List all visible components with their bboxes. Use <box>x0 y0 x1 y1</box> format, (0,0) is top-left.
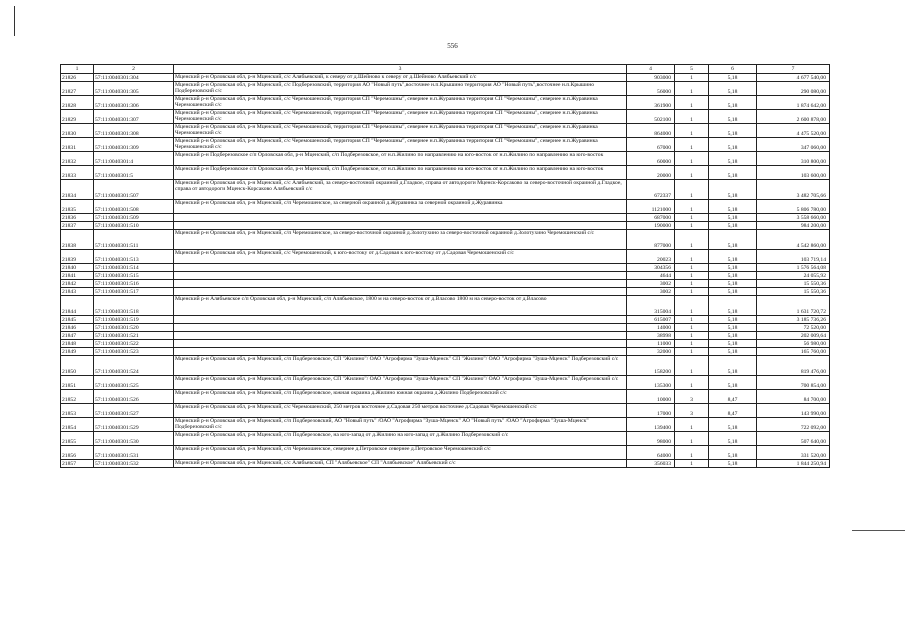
row-number-cell: 21826 <box>61 74 94 82</box>
area-cell: 10000 <box>627 390 675 404</box>
table-row <box>61 404 830 418</box>
specific-value-cell: 5,18 <box>709 332 757 340</box>
area-cell: 64000 <box>627 446 675 460</box>
cadastral-number-cell: 57:11:0040301:509 <box>94 214 174 222</box>
cadastral-number-cell: 57:11:0040301:516 <box>94 280 174 288</box>
cadastral-value-cell: 290 080,00 <box>757 82 830 96</box>
area-cell: 135300 <box>627 376 675 390</box>
cadastral-number-cell: 57:11:0040301:510 <box>94 222 174 230</box>
address-cell <box>174 222 627 230</box>
specific-value-cell: 5,18 <box>709 82 757 96</box>
table-row <box>61 250 830 264</box>
row-number-cell: 21837 <box>61 222 94 230</box>
specific-value-cell: 5,18 <box>709 296 757 316</box>
cadastral-number-cell: 57:11:0040301:306 <box>94 96 174 110</box>
group-cell: 1 <box>675 180 709 200</box>
cadastral-number-cell: 57:11:0040301:308 <box>94 124 174 138</box>
address-cell: Мценский р-н Орловская обл, р-н Мценский, с/п Подберезовское, южная окраина д.Жилино южная окраина д.Жилино Подберезовский с/с <box>174 390 627 404</box>
group-cell: 1 <box>675 340 709 348</box>
specific-value-cell: 5,18 <box>709 288 757 296</box>
group-cell: 1 <box>675 82 709 96</box>
column-number-header <box>61 65 830 74</box>
specific-value-cell: 5,18 <box>709 250 757 264</box>
cadastral-number-cell: 57:11:0040301:309 <box>94 138 174 152</box>
cadastral-number-cell: 57:11:0040301:511 <box>94 230 174 250</box>
cadastral-number-cell: 57:11:0040301:4 <box>94 152 174 166</box>
cadastral-value-cell: 15 550,36 <box>757 280 830 288</box>
area-cell: 1121000 <box>627 200 675 214</box>
cadastral-value-cell: 1 576 564,08 <box>757 264 830 272</box>
table-row <box>61 418 830 432</box>
table-row <box>61 446 830 460</box>
table-row <box>61 180 830 200</box>
table-row <box>61 264 830 272</box>
group-cell: 1 <box>675 332 709 340</box>
area-cell: 32000 <box>627 348 675 356</box>
column-header: 4 <box>627 65 675 74</box>
group-cell: 3 <box>675 390 709 404</box>
address-cell: Мценский р-н Алябьевское с/п Орловская обл, р-н Мценский, с/п Алябьевское, 1800 м на северо-восток от д.Власово 1800 м на северо-восток от д.Власово <box>174 296 627 316</box>
area-cell: 98000 <box>627 432 675 446</box>
specific-value-cell: 5,18 <box>709 74 757 82</box>
specific-value-cell: 5,18 <box>709 272 757 280</box>
specific-value-cell: 5,18 <box>709 214 757 222</box>
cadastral-value-cell: 4 542 860,00 <box>757 230 830 250</box>
specific-value-cell: 8,47 <box>709 404 757 418</box>
cadastral-value-cell: 165 760,00 <box>757 348 830 356</box>
specific-value-cell: 5,18 <box>709 446 757 460</box>
specific-value-cell: 5,18 <box>709 418 757 432</box>
address-cell: Мценский р-н Орловская обл, р-н Мценский, с/п Черемошенское, за северо-восточной окраиной д.Золотухино за северо-восточной окраиной д.Золотухино Черемошенский с/с <box>174 230 627 250</box>
specific-value-cell: 5,18 <box>709 376 757 390</box>
table-row <box>61 390 830 404</box>
area-cell: 139400 <box>627 418 675 432</box>
row-number-cell: 21840 <box>61 264 94 272</box>
address-cell: Мценский р-н Орловская обл, р-н Мценский, с/с Черемошенский, территория СП "Черемошны", севернее н.п.Журавинка территория СП "Черемошны", севернее н.п.Журавинка Черемошенский с/с <box>174 124 627 138</box>
cadastral-value-cell: 3 185 736,26 <box>757 316 830 324</box>
table-row <box>61 340 830 348</box>
group-cell: 1 <box>675 222 709 230</box>
area-cell: 315004 <box>627 296 675 316</box>
address-cell <box>174 332 627 340</box>
group-cell: 1 <box>675 288 709 296</box>
group-cell: 1 <box>675 166 709 180</box>
cadastral-value-cell: 700 854,00 <box>757 376 830 390</box>
cadastral-number-cell: 57:11:0040301:508 <box>94 200 174 214</box>
row-number-cell: 21852 <box>61 390 94 404</box>
group-cell: 1 <box>675 152 709 166</box>
column-header: 6 <box>709 65 757 74</box>
row-number-cell: 21849 <box>61 348 94 356</box>
area-cell: 304356 <box>627 264 675 272</box>
cadastral-number-cell: 57:11:0040301:523 <box>94 348 174 356</box>
row-number-cell: 21844 <box>61 296 94 316</box>
group-cell: 1 <box>675 230 709 250</box>
cadastral-value-cell: 1 844 250,94 <box>757 460 830 468</box>
specific-value-cell: 5,18 <box>709 180 757 200</box>
address-cell: Мценский р-н Орловская обл, р-н Мценский, с/с Черемошенский, к юго-востоку от д.Садовая к юго-востоку от д.Садовая Черемошенский с/с <box>174 250 627 264</box>
table-row <box>61 288 830 296</box>
row-number-cell: 21847 <box>61 332 94 340</box>
row-number-cell: 21851 <box>61 376 94 390</box>
area-cell: 60000 <box>627 152 675 166</box>
cadastral-value-cell: 4 677 540,00 <box>757 74 830 82</box>
address-cell <box>174 264 627 272</box>
specific-value-cell: 5,18 <box>709 460 757 468</box>
table-row <box>61 110 830 124</box>
specific-value-cell: 5,18 <box>709 138 757 152</box>
row-number-cell: 21827 <box>61 82 94 96</box>
table-row <box>61 138 830 152</box>
cadastral-number-cell: 57:11:0040301:305 <box>94 82 174 96</box>
table-row <box>61 324 830 332</box>
row-number-cell: 21832 <box>61 152 94 166</box>
cadastral-value-cell: 984 200,00 <box>757 222 830 230</box>
specific-value-cell: 5,18 <box>709 166 757 180</box>
address-cell: Мценский р-н Орловская обл, р-н Мценский, с/п Подберезовское, СП "Жилино"/ ОАО "Агрофирма "Зуша-Мценск" СП "Жилино"/ ОАО "Агрофирма "Зуша-Мценск" Подберезовский с/с <box>174 376 627 390</box>
row-number-cell: 21834 <box>61 180 94 200</box>
table-row <box>61 214 830 222</box>
row-number-cell: 21833 <box>61 166 94 180</box>
address-cell: Мценский р-н Подберезовское с/п Орловская обл, р-н Мценский, с/п Подберезовское, от н.п.Жилино по направлению на юго-восток от н.п.Жилино по направлению на юго-восток <box>174 152 627 166</box>
area-cell: 158200 <box>627 356 675 376</box>
row-number-cell: 21828 <box>61 96 94 110</box>
address-cell: Мценский р-н Орловская обл, р-н Мценский, с/п Подберезовский, АО "Новый путь" /ОАО "Агрофирма "Зуша-Мценск" АО "Новый путь" /ОАО "Агрофирма "Зуша-Мценск" Подберезовский с/с <box>174 418 627 432</box>
row-number-cell: 21836 <box>61 214 94 222</box>
row-number-cell: 21838 <box>61 230 94 250</box>
area-cell: 672337 <box>627 180 675 200</box>
group-cell: 1 <box>675 214 709 222</box>
area-cell: 14000 <box>627 324 675 332</box>
cadastral-number-cell: 57:11:0040301:526 <box>94 390 174 404</box>
cadastral-value-cell: 56 980,00 <box>757 340 830 348</box>
row-number-cell: 21839 <box>61 250 94 264</box>
address-cell <box>174 214 627 222</box>
cadastral-value-cell: 143 990,00 <box>757 404 830 418</box>
row-number-cell: 21846 <box>61 324 94 332</box>
cadastral-number-cell: 57:11:0040301:525 <box>94 376 174 390</box>
specific-value-cell: 5,18 <box>709 324 757 332</box>
address-cell <box>174 272 627 280</box>
area-cell: 56000 <box>627 82 675 96</box>
specific-value-cell: 5,18 <box>709 348 757 356</box>
group-cell: 1 <box>675 432 709 446</box>
cadastral-value-cell: 1 874 642,00 <box>757 96 830 110</box>
address-cell: Мценский р-н Орловская обл, р-н Мценский, с/п Подберезовское, СП "Жилино"/ ОАО "Агрофирма "Зуша-Мценск" СП "Жилино"/ ОАО "Агрофирма "Зуша-Мценск" Подберезовский с/с <box>174 356 627 376</box>
column-header: 5 <box>675 65 709 74</box>
table-row <box>61 82 830 96</box>
address-cell: Мценский р-н Подберезовское с/п Орловская обл, р-н Мценский, с/п Подберезовское, от н.п.Жилино по направлению на юго-восток от н.п.Жилино по направлению на юго-восток <box>174 166 627 180</box>
row-number-cell: 21856 <box>61 446 94 460</box>
row-number-cell: 21830 <box>61 124 94 138</box>
group-cell: 1 <box>675 124 709 138</box>
specific-value-cell: 5,18 <box>709 340 757 348</box>
group-cell: 1 <box>675 460 709 468</box>
address-cell <box>174 340 627 348</box>
group-cell: 1 <box>675 280 709 288</box>
address-cell <box>174 316 627 324</box>
row-number-cell: 21841 <box>61 272 94 280</box>
table-body <box>61 74 830 468</box>
cadastral-value-table <box>60 64 830 468</box>
address-cell <box>174 324 627 332</box>
specific-value-cell: 5,18 <box>709 356 757 376</box>
row-number-cell: 21850 <box>61 356 94 376</box>
table-row <box>61 280 830 288</box>
address-cell: Мценский р-н Орловская обл, р-н Мценский, с/п Черемошенское, севернее д.Петровское севернее д.Петровское Черемошенский с/с <box>174 446 627 460</box>
scan-margin-line <box>852 530 905 531</box>
cadastral-value-cell: 347 060,00 <box>757 138 830 152</box>
address-cell: Мценский р-н Орловская обл, р-н Мценский, с/с Черемошенский, территория СП "Черемошны", севернее н.п.Журавинка территория СП "Черемошны", севернее н.п.Журавинка Черемошенский с/с <box>174 110 627 124</box>
address-cell: Мценский р-н Орловская обл, р-н Мценский, с/с Алябьевский, СП "Алябьевское" СП "Алябьевское" Алябьевский с/с <box>174 460 627 468</box>
table-row <box>61 200 830 214</box>
area-cell: 687000 <box>627 214 675 222</box>
cadastral-register-sheet <box>60 64 829 468</box>
cadastral-value-cell: 331 520,00 <box>757 446 830 460</box>
table-row <box>61 230 830 250</box>
column-header: 3 <box>174 65 627 74</box>
scan-margin-mark <box>14 6 15 36</box>
table-row <box>61 222 830 230</box>
table-row <box>61 296 830 316</box>
cadastral-number-cell: 57:11:0040301:307 <box>94 110 174 124</box>
address-cell: Мценский р-н Орловская обл, р-н Мценский, с/с Алябьевский, к северу от д.Шейново к северу от д.Шейново Алябьевский с/с <box>174 74 627 82</box>
cadastral-number-cell: 57:11:0040301:522 <box>94 340 174 348</box>
column-header: 7 <box>757 65 830 74</box>
cadastral-number-cell: 57:11:0040301:519 <box>94 316 174 324</box>
page-number: 556 <box>447 42 458 50</box>
cadastral-number-cell: 57:11:0040301:527 <box>94 404 174 418</box>
row-number-cell: 21835 <box>61 200 94 214</box>
group-cell: 1 <box>675 356 709 376</box>
table-row <box>61 432 830 446</box>
cadastral-value-cell: 3 558 660,00 <box>757 214 830 222</box>
cadastral-number-cell: 57:11:0040301:5 <box>94 166 174 180</box>
area-cell: 38998 <box>627 332 675 340</box>
table-row <box>61 356 830 376</box>
area-cell: 4644 <box>627 272 675 280</box>
table-row <box>61 376 830 390</box>
address-cell <box>174 280 627 288</box>
specific-value-cell: 5,18 <box>709 316 757 324</box>
cadastral-number-cell: 57:11:0040301:520 <box>94 324 174 332</box>
table-row <box>61 124 830 138</box>
area-cell: 20023 <box>627 250 675 264</box>
cadastral-number-cell: 57:11:0040301:513 <box>94 250 174 264</box>
area-cell: 502100 <box>627 110 675 124</box>
cadastral-value-cell: 202 009,64 <box>757 332 830 340</box>
table-row <box>61 348 830 356</box>
specific-value-cell: 5,18 <box>709 200 757 214</box>
row-number-cell: 21829 <box>61 110 94 124</box>
cadastral-value-cell: 2 600 878,00 <box>757 110 830 124</box>
table-row <box>61 166 830 180</box>
group-cell: 1 <box>675 264 709 272</box>
cadastral-number-cell: 57:11:0040301:304 <box>94 74 174 82</box>
cadastral-value-cell: 310 800,00 <box>757 152 830 166</box>
group-cell: 1 <box>675 296 709 316</box>
cadastral-number-cell: 57:11:0040301:515 <box>94 272 174 280</box>
area-cell: 3002 <box>627 288 675 296</box>
cadastral-value-cell: 15 550,36 <box>757 288 830 296</box>
cadastral-value-cell: 5 806 780,00 <box>757 200 830 214</box>
specific-value-cell: 5,18 <box>709 222 757 230</box>
cadastral-number-cell: 57:11:0040301:518 <box>94 296 174 316</box>
row-number-cell: 21857 <box>61 460 94 468</box>
table-row <box>61 316 830 324</box>
group-cell: 1 <box>675 316 709 324</box>
cadastral-number-cell: 57:11:0040301:532 <box>94 460 174 468</box>
cadastral-number-cell: 57:11:0040301:514 <box>94 264 174 272</box>
group-cell: 1 <box>675 74 709 82</box>
area-cell: 864000 <box>627 124 675 138</box>
address-cell: Мценский р-н Орловская обл, р-н Мценский, с/с Черемошенский, территория СП "Черемошны", севернее н.п.Журавинка территория СП "Черемошны", севернее н.п.Журавинка Черемошенский с/с <box>174 138 627 152</box>
address-cell <box>174 348 627 356</box>
area-cell: 877000 <box>627 230 675 250</box>
specific-value-cell: 5,18 <box>709 96 757 110</box>
column-header: 1 <box>61 65 94 74</box>
area-cell: 67000 <box>627 138 675 152</box>
cadastral-value-cell: 72 520,00 <box>757 324 830 332</box>
address-cell <box>174 288 627 296</box>
specific-value-cell: 5,18 <box>709 152 757 166</box>
row-number-cell: 21855 <box>61 432 94 446</box>
group-cell: 1 <box>675 376 709 390</box>
area-cell: 190000 <box>627 222 675 230</box>
group-cell: 1 <box>675 324 709 332</box>
cadastral-number-cell: 57:11:0040301:531 <box>94 446 174 460</box>
group-cell: 1 <box>675 348 709 356</box>
row-number-cell: 21843 <box>61 288 94 296</box>
cadastral-value-cell: 722 092,00 <box>757 418 830 432</box>
row-number-cell: 21848 <box>61 340 94 348</box>
area-cell: 361900 <box>627 96 675 110</box>
address-cell: Мценский р-н Орловская обл, р-н Мценский, с/с Черемошенский, территория СП "Черемошны", севернее н.п.Журавинка территория СП "Черемошны", севернее н.п.Журавинка Черемошенский с/с <box>174 96 627 110</box>
table-row <box>61 74 830 82</box>
group-cell: 1 <box>675 418 709 432</box>
area-cell: 3002 <box>627 280 675 288</box>
cadastral-number-cell: 57:11:0040301:530 <box>94 432 174 446</box>
specific-value-cell: 5,18 <box>709 432 757 446</box>
column-header: 2 <box>94 65 174 74</box>
row-number-cell: 21842 <box>61 280 94 288</box>
group-cell: 1 <box>675 96 709 110</box>
address-cell: Мценский р-н Орловская обл, р-н Мценский, с/с Подберезовский, территория АО "Новый путь",восточнее н.п.Крышино территория АО "Новый путь",восточнее н.п.Крышино Подберезовский с/с <box>174 82 627 96</box>
address-cell: Мценский р-н Орловская обл, р-н Мценский, с/с Алябьевский, за северо-восточной окраиной д.Гладкое, справа от автодороги Мценск-Корсаково за северо-восточной окраиной д.Гладкое, справа от автодороги Мценск-Корсаково Алябьевский с/с <box>174 180 627 200</box>
area-cell: 356033 <box>627 460 675 468</box>
cadastral-number-cell: 57:11:0040301:517 <box>94 288 174 296</box>
group-cell: 1 <box>675 446 709 460</box>
table-row <box>61 272 830 280</box>
cadastral-number-cell: 57:11:0040301:507 <box>94 180 174 200</box>
cadastral-value-cell: 3 482 705,66 <box>757 180 830 200</box>
table-row <box>61 152 830 166</box>
address-cell: Мценский р-н Орловская обл, р-н Мценский, с/с Черемошенский, 250 метров восточнее д.Садовая 250 метров восточнее д.Садовая Черемошенский с/с <box>174 404 627 418</box>
group-cell: 1 <box>675 200 709 214</box>
group-cell: 1 <box>675 272 709 280</box>
cadastral-value-cell: 819 476,00 <box>757 356 830 376</box>
row-number-cell: 21854 <box>61 418 94 432</box>
group-cell: 1 <box>675 138 709 152</box>
area-cell: 615007 <box>627 316 675 324</box>
cadastral-number-cell: 57:11:0040301:524 <box>94 356 174 376</box>
address-cell: Мценский р-н Орловская обл, р-н Мценский, с/п Подберезовское, на юго-запад от д.Жилино на юго-запад от д.Жилино Подберезовский с/с <box>174 432 627 446</box>
cadastral-value-cell: 103 719,14 <box>757 250 830 264</box>
cadastral-value-cell: 4 475 520,00 <box>757 124 830 138</box>
specific-value-cell: 5,18 <box>709 230 757 250</box>
group-cell: 3 <box>675 404 709 418</box>
cadastral-value-cell: 84 700,00 <box>757 390 830 404</box>
row-number-cell: 21853 <box>61 404 94 418</box>
group-cell: 1 <box>675 110 709 124</box>
table-row <box>61 96 830 110</box>
specific-value-cell: 5,18 <box>709 264 757 272</box>
cadastral-value-cell: 1 631 720,72 <box>757 296 830 316</box>
specific-value-cell: 8,47 <box>709 390 757 404</box>
area-cell: 11000 <box>627 340 675 348</box>
area-cell: 17000 <box>627 404 675 418</box>
group-cell: 1 <box>675 250 709 264</box>
area-cell: 903000 <box>627 74 675 82</box>
cadastral-number-cell: 57:11:0040301:529 <box>94 418 174 432</box>
cadastral-value-cell: 103 600,00 <box>757 166 830 180</box>
row-number-cell: 21831 <box>61 138 94 152</box>
row-number-cell: 21845 <box>61 316 94 324</box>
cadastral-value-cell: 24 055,92 <box>757 272 830 280</box>
area-cell: 20000 <box>627 166 675 180</box>
cadastral-number-cell: 57:11:0040301:521 <box>94 332 174 340</box>
specific-value-cell: 5,18 <box>709 280 757 288</box>
cadastral-value-cell: 507 640,00 <box>757 432 830 446</box>
table-row <box>61 460 830 468</box>
address-cell: Мценский р-н Орловская обл, р-н Мценский, с/п Черемошенское, за северной окраиной д.Журавинка за северной окраиной д.Журавинка <box>174 200 627 214</box>
specific-value-cell: 5,18 <box>709 124 757 138</box>
specific-value-cell: 5,18 <box>709 110 757 124</box>
table-row <box>61 332 830 340</box>
